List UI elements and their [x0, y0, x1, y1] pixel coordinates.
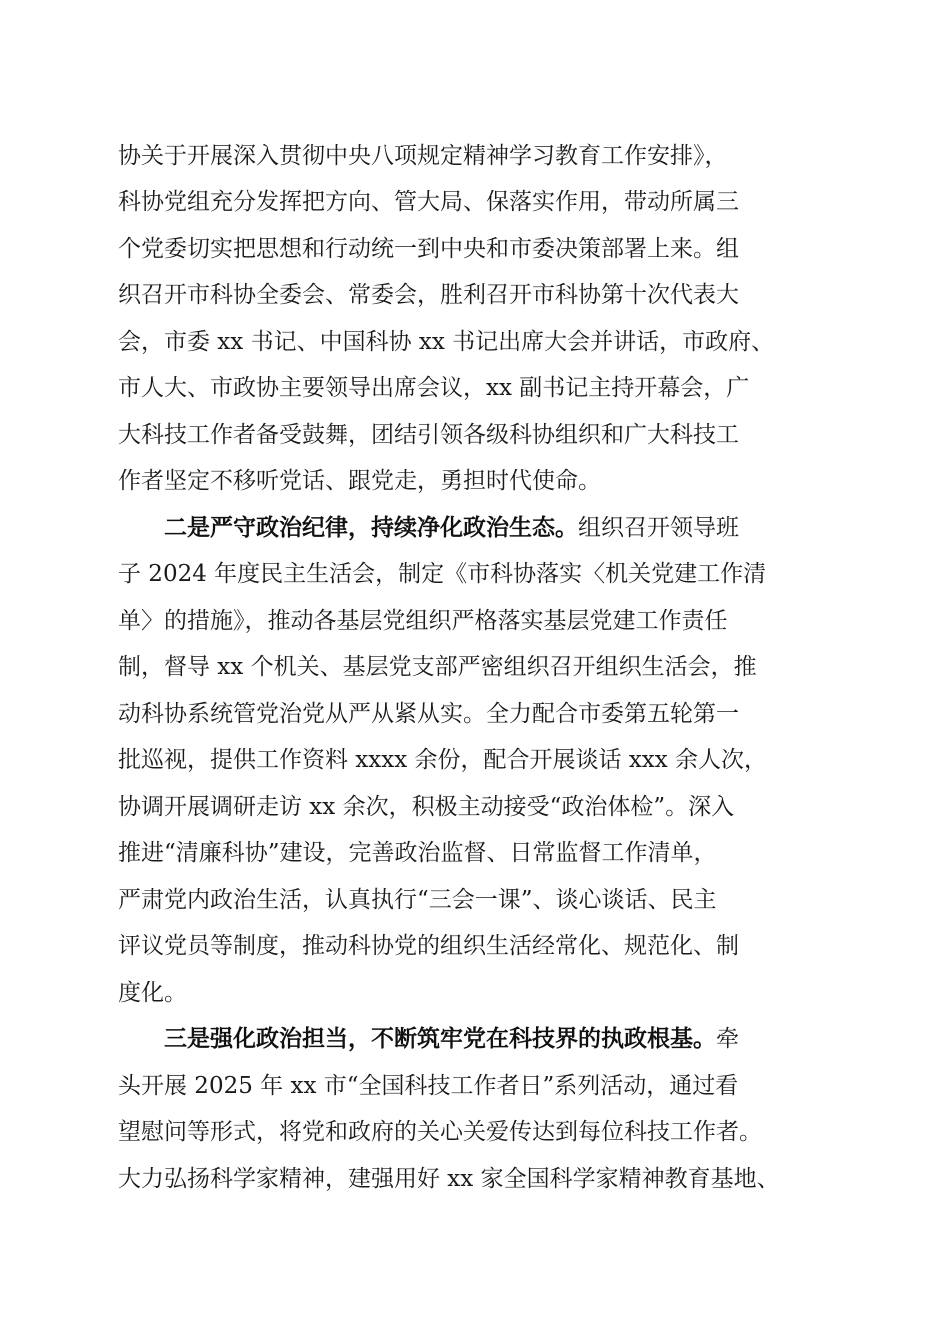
paragraph-first-line — [164, 513, 739, 543]
body-line: 大科技工作者备受鼓舞，团结引领各级科协组织和广大科技工 — [118, 422, 739, 448]
body-line: 批巡视，提供工作资料 xxxx 余份，配合开展谈话 xxx 余人次， — [118, 747, 768, 773]
body-line: 望慰问等形式，将党和政府的关心关爱传达到每位科技工作者。 — [118, 1119, 762, 1145]
body-line: 大力弘扬科学家精神，建强用好 xx 家全国科学家精神教育基地、 — [118, 1166, 780, 1192]
body-line: 度化。 — [118, 980, 187, 1006]
body-line: 严肃党内政治生活，认真执行“三会一课”、谈心谈话、民主 — [118, 887, 717, 913]
body-line: 推进“清廉科协”建设，完善政治监督、日常监督工作清单， — [118, 840, 717, 866]
paragraph-text: 组织召开领导班 — [578, 515, 739, 541]
body-line: 协调开展调研走访 xx 余次，积极主动接受“政治体检”。深入 — [118, 794, 735, 820]
body-line: 动科协系统管党治党从严从紧从实。全力配合市委第五轮第一 — [118, 701, 739, 727]
body-line: 协关于开展深入贯彻中央八项规定精神学习教育工作安排》， — [118, 143, 728, 169]
body-line: 作者坚定不移听党话、跟党走，勇担时代使命。 — [118, 468, 601, 494]
body-line: 市人大、市政协主要领导出席会议，xx 副书记主持开幕会，广 — [118, 375, 750, 401]
body-line: 子 2024 年度民主生活会，制定《市科协落实〈机关党建工作清 — [118, 561, 767, 587]
body-line: 头开展 2025 年 xx 市“全国科技工作者日”系列活动，通过看 — [118, 1073, 739, 1099]
paragraph-heading: 二是严守政治纪律，持续净化政治生态。 — [164, 514, 578, 541]
body-line: 评议党员等制度，推动科协党的组织生活经常化、规范化、制 — [118, 933, 739, 959]
body-line: 科协党组充分发挥把方向、管大局、保落实作用，带动所属三 — [118, 189, 739, 215]
body-line: 会，市委 xx 书记、中国科协 xx 书记出席大会并讲话，市政府、 — [118, 329, 775, 355]
paragraph-text: 牵 — [716, 1026, 739, 1052]
paragraph-heading: 三是强化政治担当，不断筑牢党在科技界的执政根基。 — [164, 1025, 716, 1052]
body-line: 织召开市科协全委会、常委会，胜利召开市科协第十次代表大 — [118, 282, 739, 308]
body-line: 制，督导 xx 个机关、基层党支部严密组织召开组织生活会，推 — [118, 654, 757, 680]
body-line: 个党委切实把思想和行动统一到中央和市委决策部署上来。组 — [118, 236, 739, 262]
paragraph-first-line — [164, 1024, 739, 1054]
body-line: 单〉的措施》，推动各基层党组织严格落实基层党建工作责任 — [118, 608, 728, 634]
